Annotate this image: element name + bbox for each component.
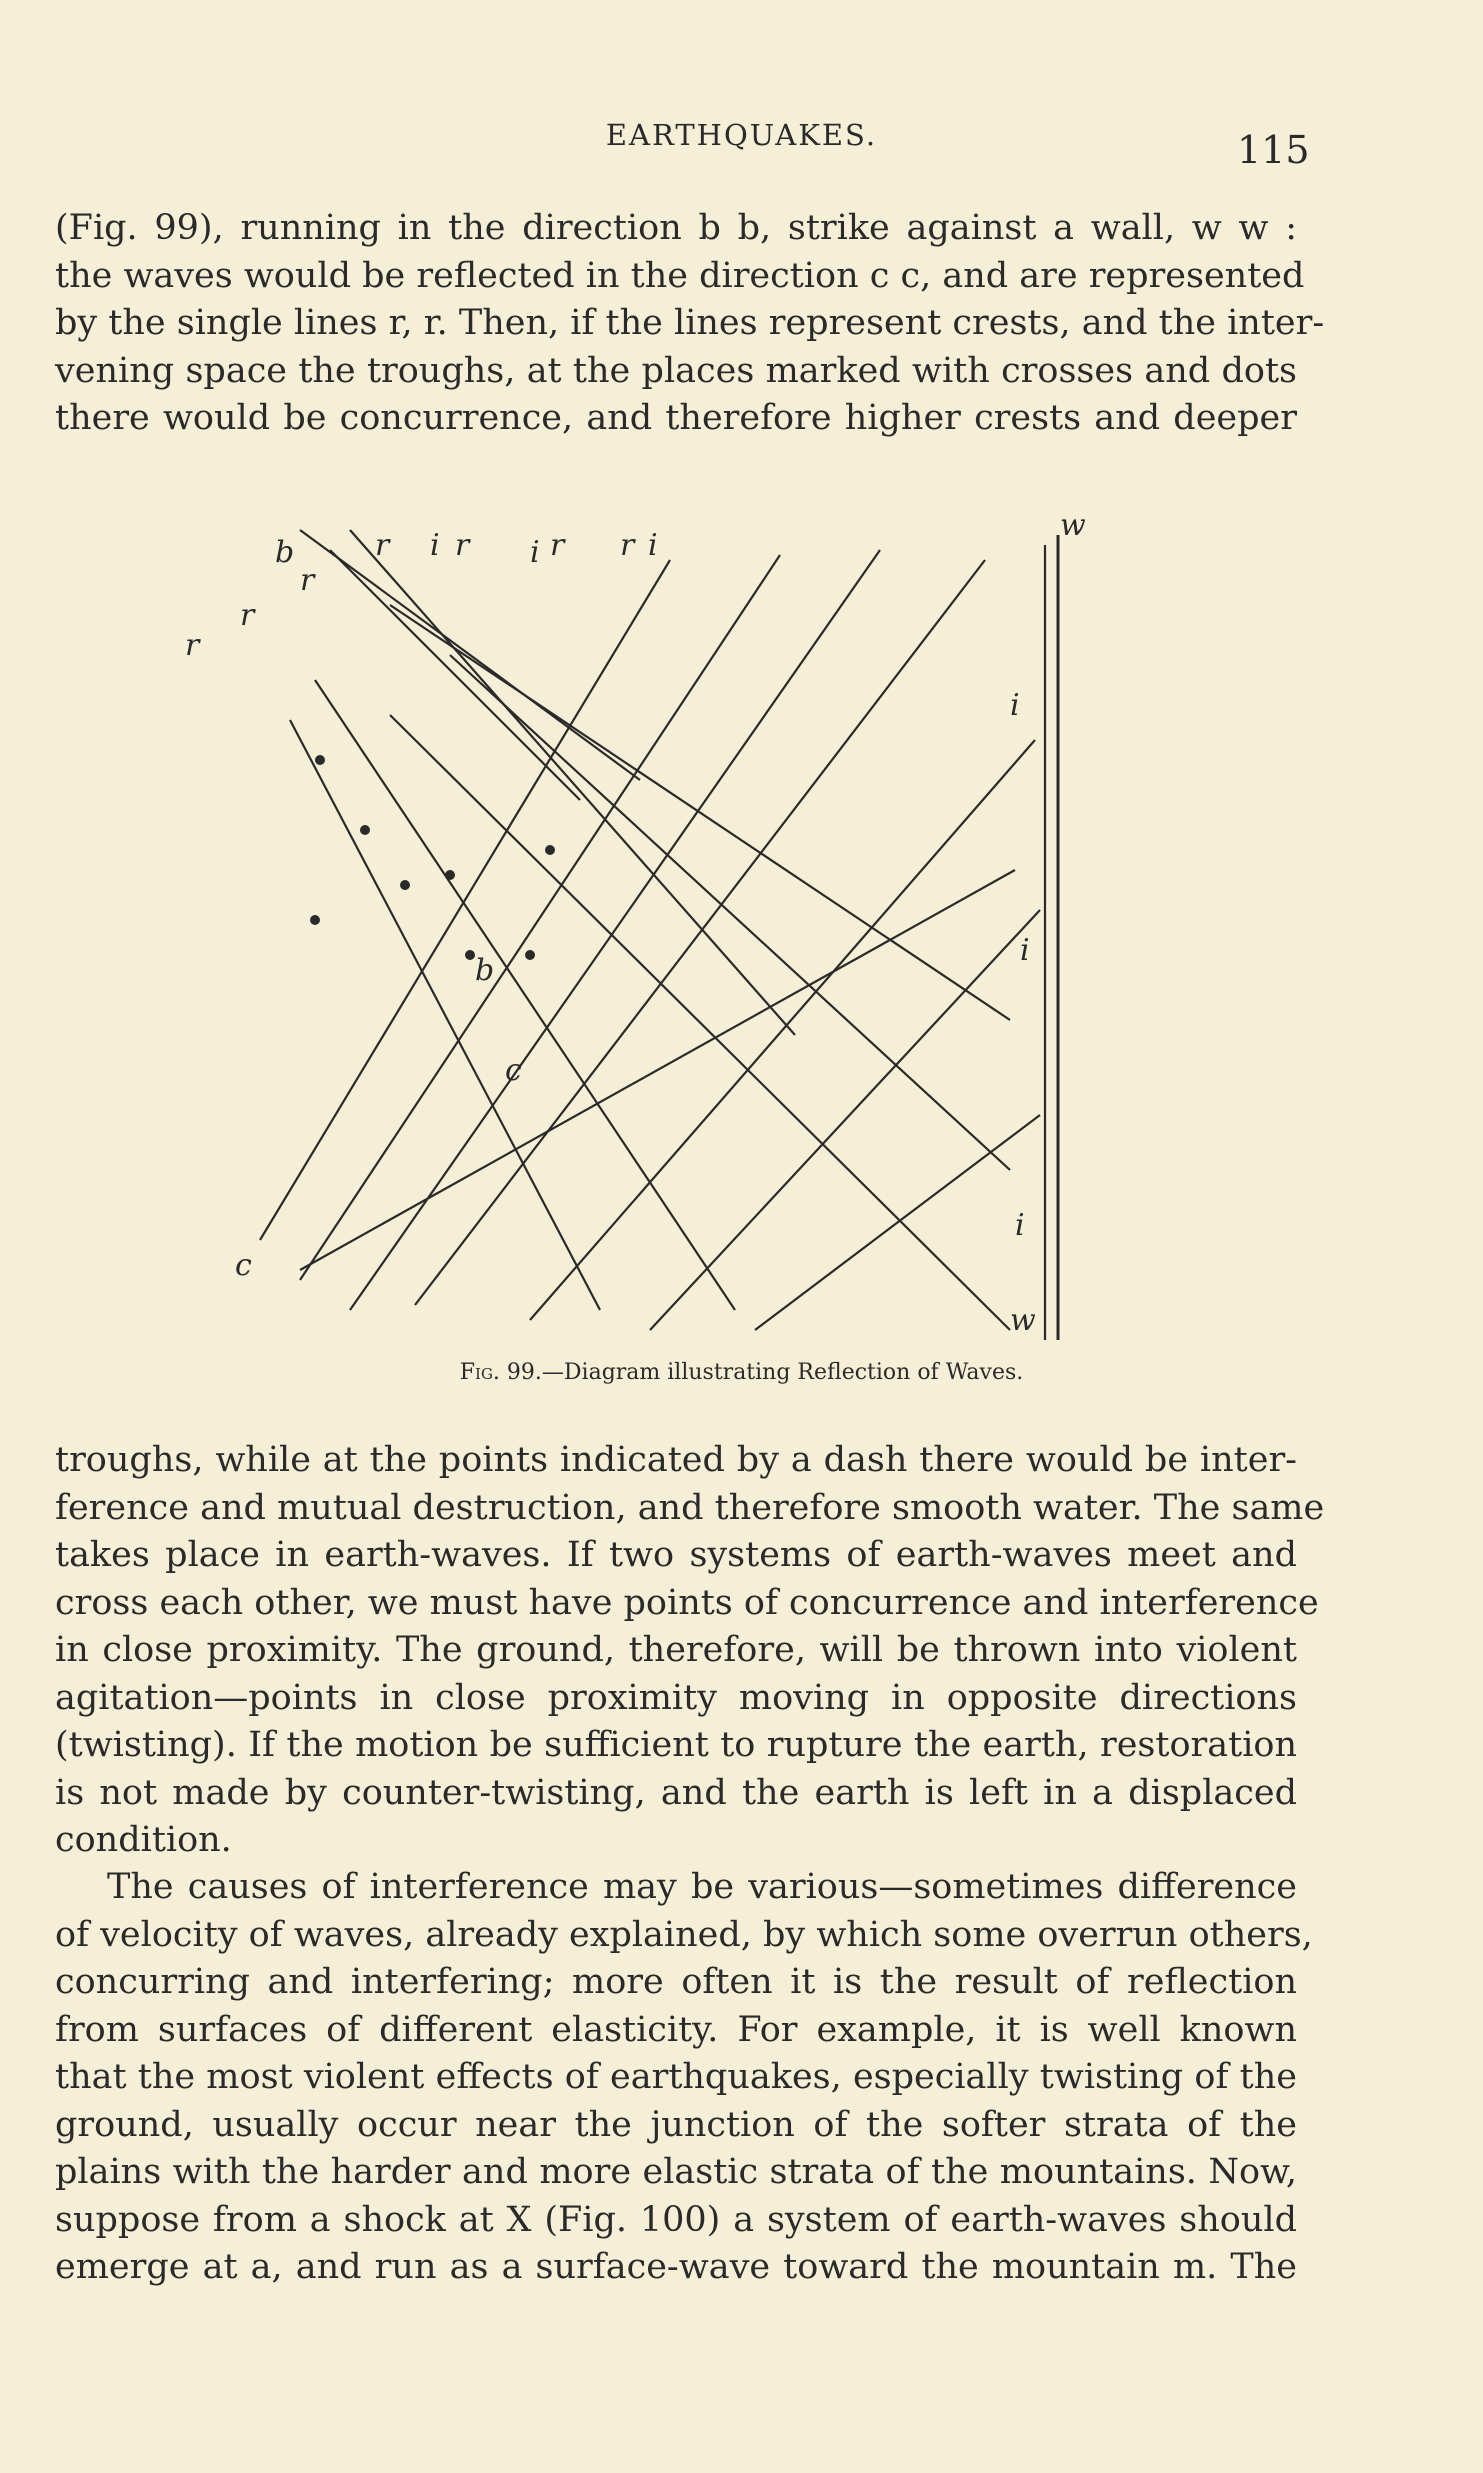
text-line: agitation—points in close proximity moving in opposite directions [55, 1677, 1297, 1718]
label-r: r [300, 563, 315, 598]
concurrence-dot [310, 915, 320, 925]
incident-wave-line [330, 550, 580, 800]
text-line: troughs, while at the points indicated by a dash there would be inter- [55, 1440, 1297, 1480]
text-line: emerge at a, and run as a surface-wave toward the mountain m. The [55, 2247, 1297, 2287]
label-r: r [185, 628, 200, 663]
text-line: cross each other, we must have points of concurrence and interference [55, 1582, 1319, 1623]
label-c: c [235, 1248, 252, 1283]
text-line: of velocity of waves, already explained, by which some overrun others, [55, 1914, 1313, 1955]
text-line: is not made by counter-twisting, and the earth is left in a displaced [55, 1772, 1297, 1813]
label-r: r [240, 598, 255, 633]
concurrence-dot [315, 755, 325, 765]
label-r: r [455, 528, 470, 563]
reflection-diagram [185, 490, 1100, 1350]
label-b: b [275, 535, 295, 570]
label-r: r [620, 528, 635, 563]
reflected-wave-line [415, 560, 985, 1305]
text-line: from surfaces of different elasticity. For example, it is well known [55, 2009, 1297, 2050]
label-c: c [505, 1053, 522, 1088]
text-line: the waves would be reflected in the direction c c, and are represented [55, 255, 1305, 296]
text-line: in close proximity. The ground, therefore, will be thrown into violent [55, 1630, 1297, 1670]
reflected-wave-line [755, 1115, 1040, 1330]
text-line: takes place in earth-waves. If two systems of earth-waves meet and [55, 1535, 1297, 1575]
label-r: r [375, 528, 390, 563]
reflected-wave-line [530, 740, 1035, 1320]
direction-line-b [300, 530, 640, 780]
text-line: ference and mutual destruction, and therefore smooth water. The same [55, 1487, 1325, 1528]
text-line: by the single lines r, r. Then, if the lines represent crests, and the inter- [55, 303, 1325, 343]
text-line: plains with the harder and more elastic strata of the mountains. Now, [55, 2152, 1297, 2192]
text-line: ground, usually occur near the junction of the softer strata of the [55, 2104, 1297, 2145]
text-line: that the most violent effects of earthquakes, especially twisting of the [55, 2057, 1297, 2097]
reflected-wave-line [650, 910, 1040, 1330]
label-i: i [530, 535, 540, 570]
text-line: The causes of interference may be various—sometimes difference [107, 1867, 1297, 1907]
label-i: i [1015, 1208, 1025, 1243]
text-line: there would be concurrence, and therefore higher crests and deeper [55, 398, 1297, 438]
concurrence-dot [525, 950, 535, 960]
reflected-wave-line [300, 555, 780, 1280]
concurrence-dot [400, 880, 410, 890]
figure-caption [0, 1360, 1483, 1385]
caption-text: —Diagram illustrating Reflection of Waves. [541, 1360, 1024, 1385]
concurrence-dot [445, 870, 455, 880]
label-i: i [1020, 933, 1030, 968]
paragraph-middle [55, 1437, 1325, 1865]
concurrence-dot [545, 845, 555, 855]
direction-line-c [300, 870, 1015, 1270]
label-i: i [1010, 688, 1020, 723]
concurrence-dot [465, 950, 475, 960]
text-line: (twisting). If the motion be sufficient to rupture the earth, restoration [55, 1725, 1297, 1765]
concurrence-dot [360, 825, 370, 835]
caption-fig-number: Fig. 99. [459, 1360, 542, 1385]
incident-wave-line [450, 655, 1010, 1170]
text-line: vening space the troughs, at the places marked with crosses and dots [55, 350, 1297, 391]
running-head: EARTHQUAKES. [605, 118, 878, 152]
paragraph-bottom [55, 1864, 1313, 2292]
label-w: w [1010, 1303, 1036, 1338]
text-line: concurring and interfering; more often it is the result of reflection [55, 1962, 1297, 2002]
reflected-wave-line [350, 550, 880, 1310]
label-w: w [1060, 508, 1086, 543]
label-b: b [475, 953, 495, 988]
paragraph-top [55, 205, 1325, 443]
label-i: i [648, 528, 658, 563]
text-line: (Fig. 99), running in the direction b b, strike against a wall, w w : [55, 208, 1297, 248]
incident-wave-line [290, 720, 600, 1310]
label-i: i [430, 528, 440, 563]
page-number: 115 [1237, 128, 1310, 172]
figure-99-diagram [185, 490, 1100, 1350]
label-r: r [550, 528, 565, 563]
text-line: suppose from a shock at X (Fig. 100) a system of earth-waves should [55, 2199, 1297, 2240]
text-line: condition. [55, 1820, 232, 1860]
